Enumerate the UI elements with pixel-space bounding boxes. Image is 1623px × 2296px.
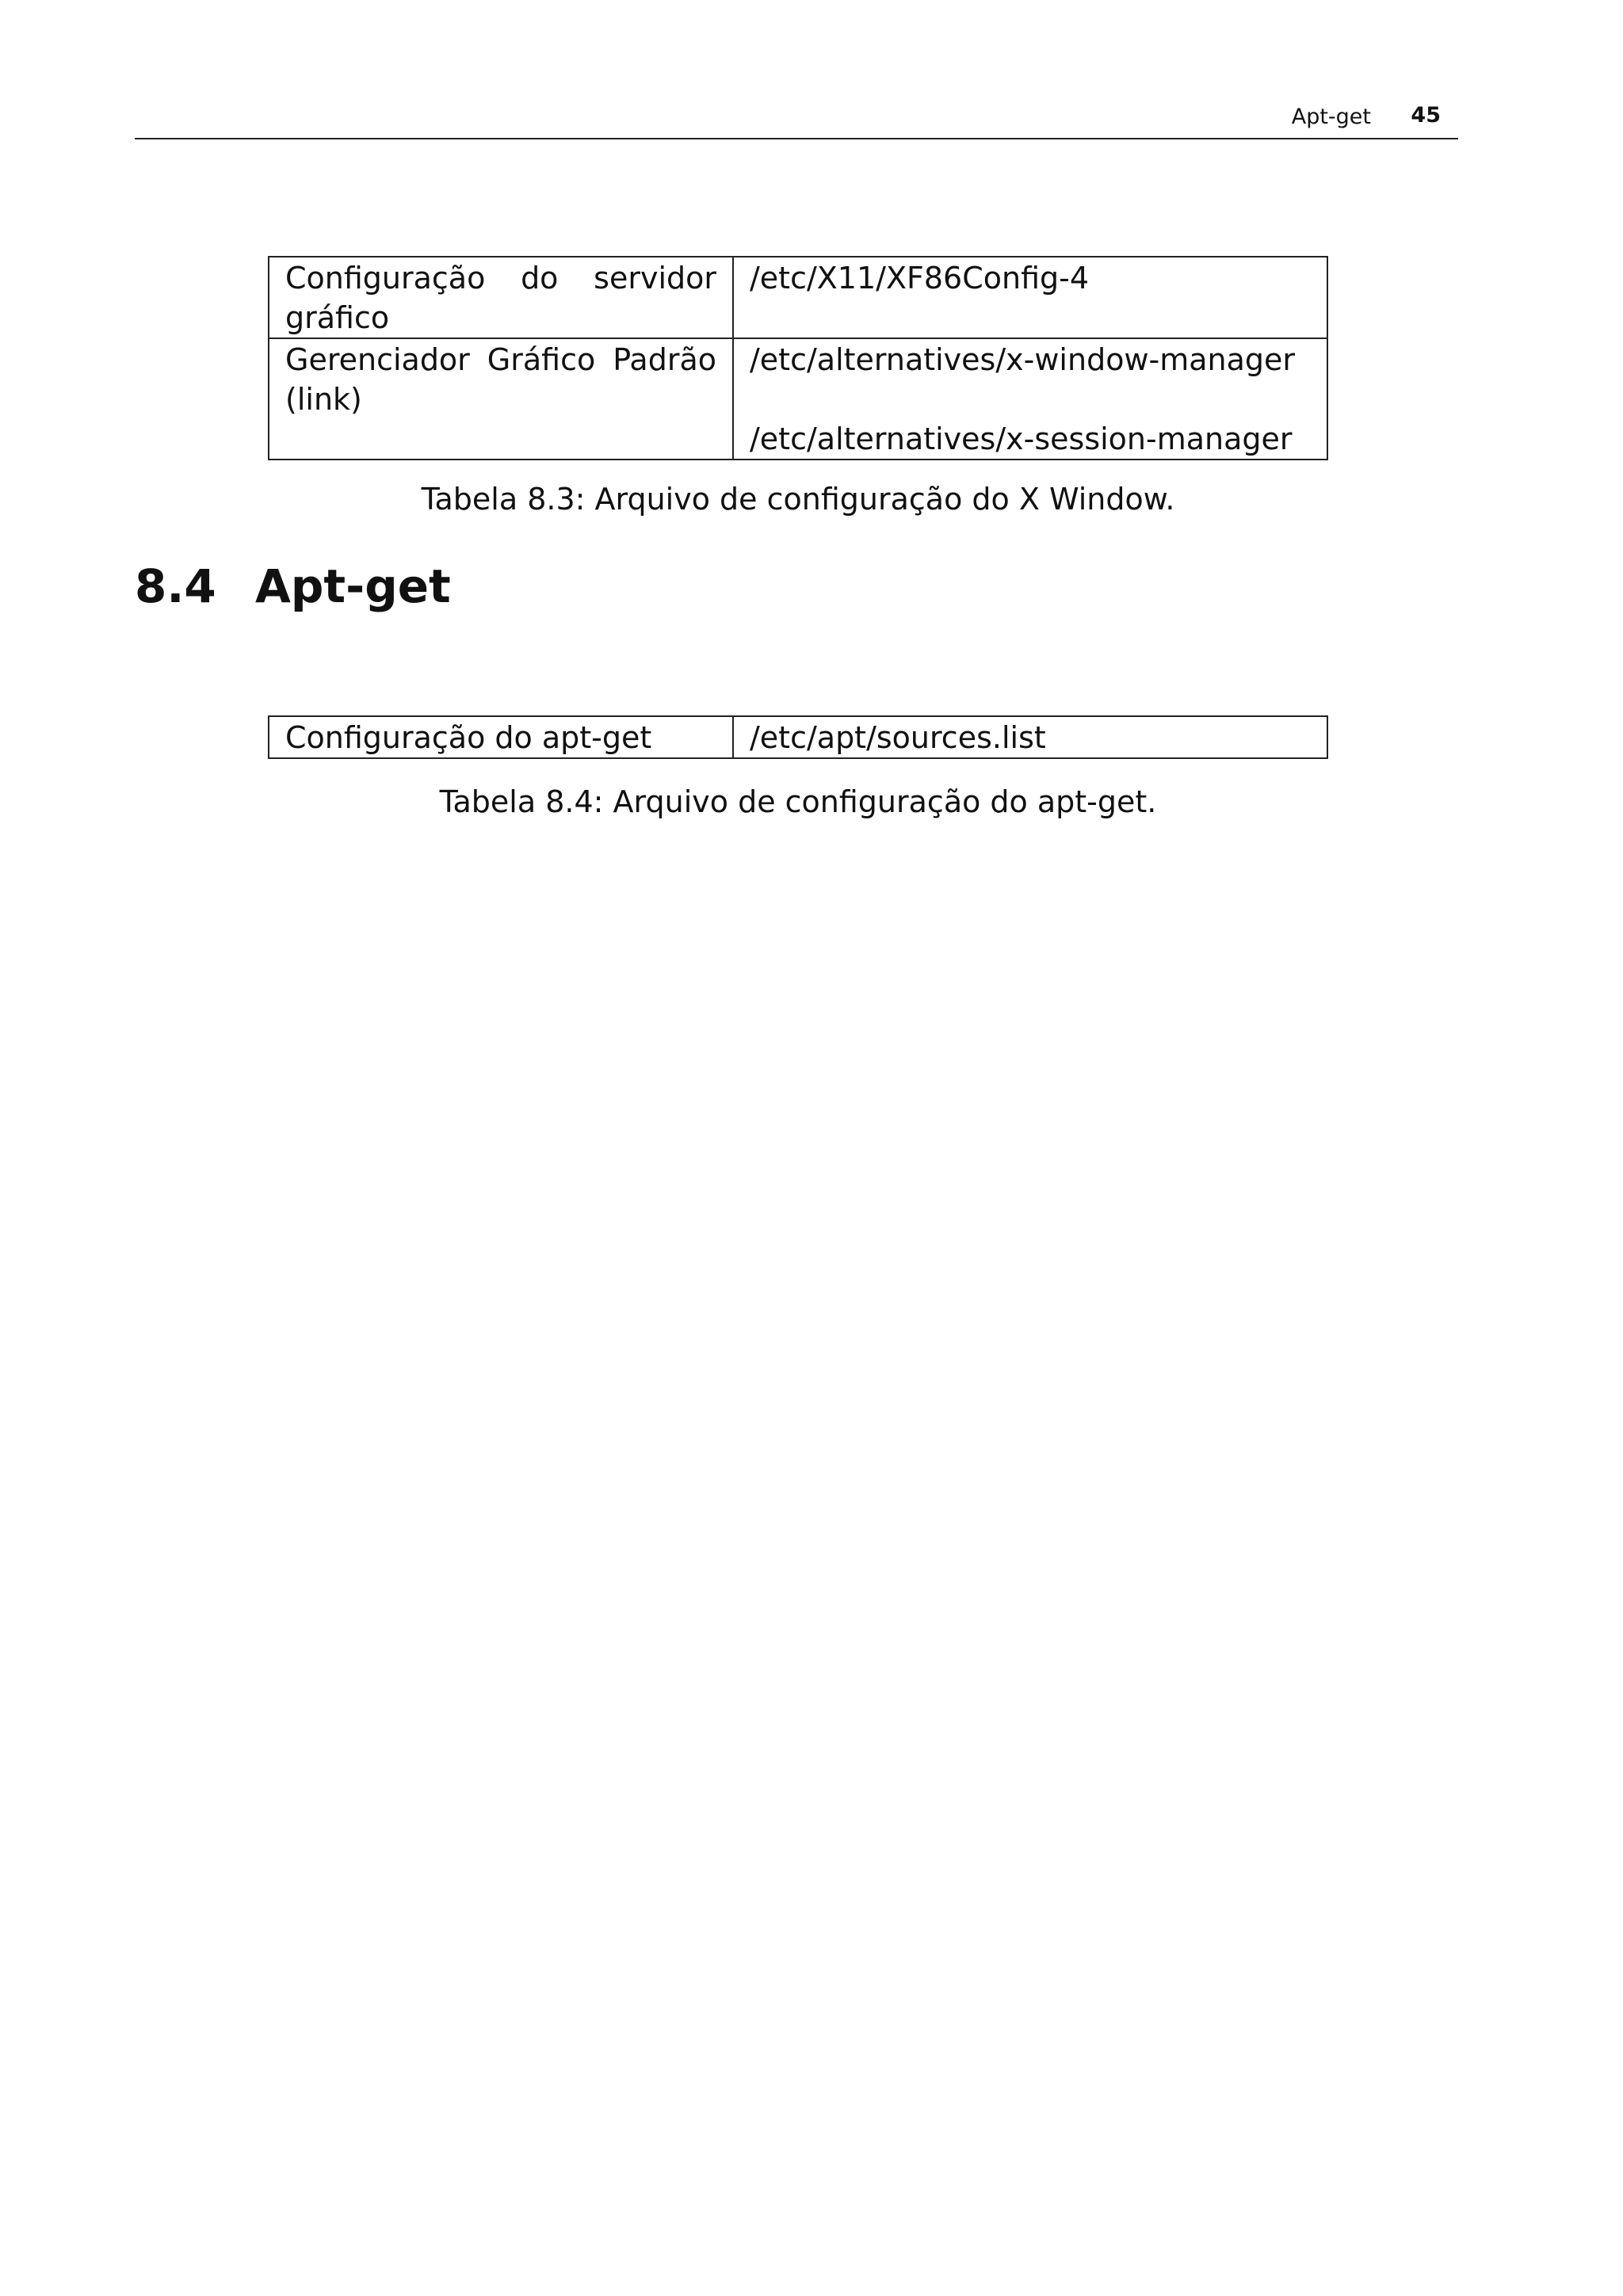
section-number: 8.4 bbox=[135, 559, 216, 613]
table-caption: Tabela 8.3: Arquivo de configuração do X Window. bbox=[421, 482, 1175, 517]
blank-line bbox=[750, 379, 1311, 419]
config-path: /etc/alternatives/x-window-manager bbox=[750, 342, 1296, 377]
apt-get-config-table bbox=[268, 715, 1328, 759]
table-key-cell: Configuração do servidor gráfico bbox=[269, 257, 733, 338]
table-key-cell: Gerenciador Gráfico Padrão (link) bbox=[269, 338, 733, 460]
section-heading bbox=[135, 559, 451, 613]
table-value-cell bbox=[733, 716, 1327, 758]
table-caption: Tabela 8.4: Arquivo de configuração do apt-get. bbox=[439, 784, 1157, 819]
table-value-cell bbox=[733, 257, 1327, 338]
running-header bbox=[135, 103, 1458, 139]
table-value-cell bbox=[733, 338, 1327, 460]
table-row bbox=[269, 338, 1327, 460]
table-key-cell: Configuração do apt-get bbox=[269, 716, 733, 758]
config-path: /etc/X11/XF86Config-4 bbox=[750, 261, 1090, 296]
x-window-config-table bbox=[268, 256, 1328, 460]
table-row bbox=[269, 257, 1327, 338]
section-title: Apt-get bbox=[255, 559, 451, 613]
config-path: /etc/apt/sources.list bbox=[750, 720, 1046, 755]
config-path: /etc/alternatives/x-session-manager bbox=[750, 421, 1293, 456]
table-row bbox=[269, 716, 1327, 758]
header-section-name: Apt-get bbox=[1291, 105, 1371, 129]
page-number: 45 bbox=[1411, 103, 1441, 128]
